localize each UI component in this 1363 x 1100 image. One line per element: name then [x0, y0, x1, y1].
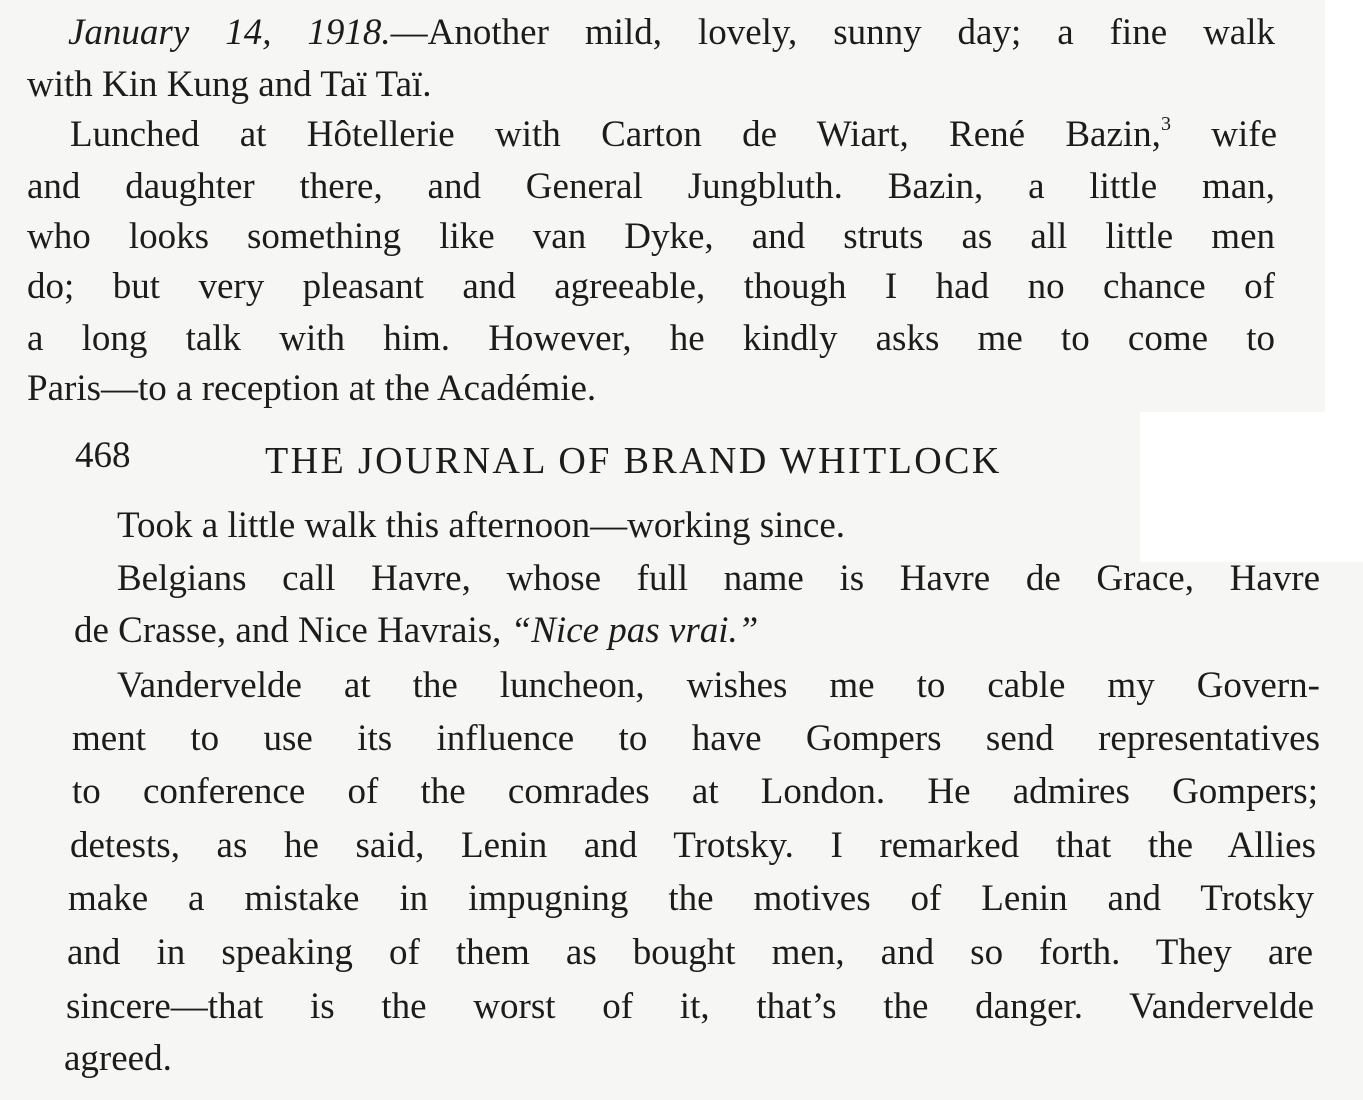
lunch-paragraph-line-6: Paris—to a reception at the Académie. [27, 368, 597, 409]
walk-paragraph-line-1: Took a little walk this afternoon—working since. [117, 505, 846, 546]
lunch-paragraph-line-4: do; but very pleasant and agreeable, though I had no chance of [27, 266, 1275, 307]
lunch-paragraph-line-3: who looks something like van Dyke, and struts as all little men [27, 216, 1275, 257]
entry-second-line: with Kin Kung and Taï Taï. [27, 64, 432, 105]
vandervelde-paragraph-line-7: sincere—that is the worst of it, that’s the danger. Vandervelde [66, 986, 1314, 1027]
vandervelde-paragraph-line-4: detests, as he said, Lenin and Trotsky. I remarked that the Allies [70, 825, 1316, 866]
page-number: 468 [75, 435, 131, 476]
vandervelde-paragraph-line-6: and in speaking of them as bought men, and so forth. They are [67, 932, 1313, 973]
vandervelde-paragraph-line-1: Vandervelde at the luncheon, wishes me to cable my Govern- [117, 665, 1320, 706]
vandervelde-paragraph-line-8: agreed. [64, 1038, 172, 1079]
lunch-paragraph-line-5: a long talk with him. However, he kindly asks me to come to [27, 318, 1275, 359]
lunch-line-1-text: Lunched at Hôtellerie with Carton de Wiart, René Bazin, [70, 114, 1161, 155]
vandervelde-paragraph-line-5: make a mistake in impugning the motives of Lenin and Trotsky [68, 878, 1314, 919]
clipping-gap [1140, 412, 1363, 562]
lunch-paragraph-line-2: and daughter there, and General Jungbluth. Bazin, a little man, [27, 166, 1275, 207]
vandervelde-paragraph-line-3: to conference of the comrades at London. He admires Gompers; [72, 771, 1318, 812]
havre-paragraph-line-1: Belgians call Havre, whose full name is Havre de Grace, Havre [117, 558, 1320, 599]
entry-first-line [68, 14, 1275, 51]
entry-date: January 14, 1918. [68, 12, 391, 53]
lunch-paragraph-line-1 [70, 113, 1277, 155]
havre-paragraph-line-2 [74, 612, 758, 649]
lunch-line-1-end: wife [1170, 114, 1277, 155]
entry-first-line-text: —Another mild, lovely, sunny day; a fine walk [390, 12, 1275, 53]
footnote-marker: 3 [1160, 113, 1171, 135]
vandervelde-paragraph-line-2: ment to use its influence to have Gompers send representatives [72, 718, 1320, 759]
nice-pas-vrai-quote: “Nice pas vrai.” [510, 610, 759, 651]
havre-line-2-text: de Crasse, and Nice Havrais, [74, 610, 511, 651]
running-head: THE JOURNAL OF BRAND WHITLOCK [265, 440, 1002, 482]
